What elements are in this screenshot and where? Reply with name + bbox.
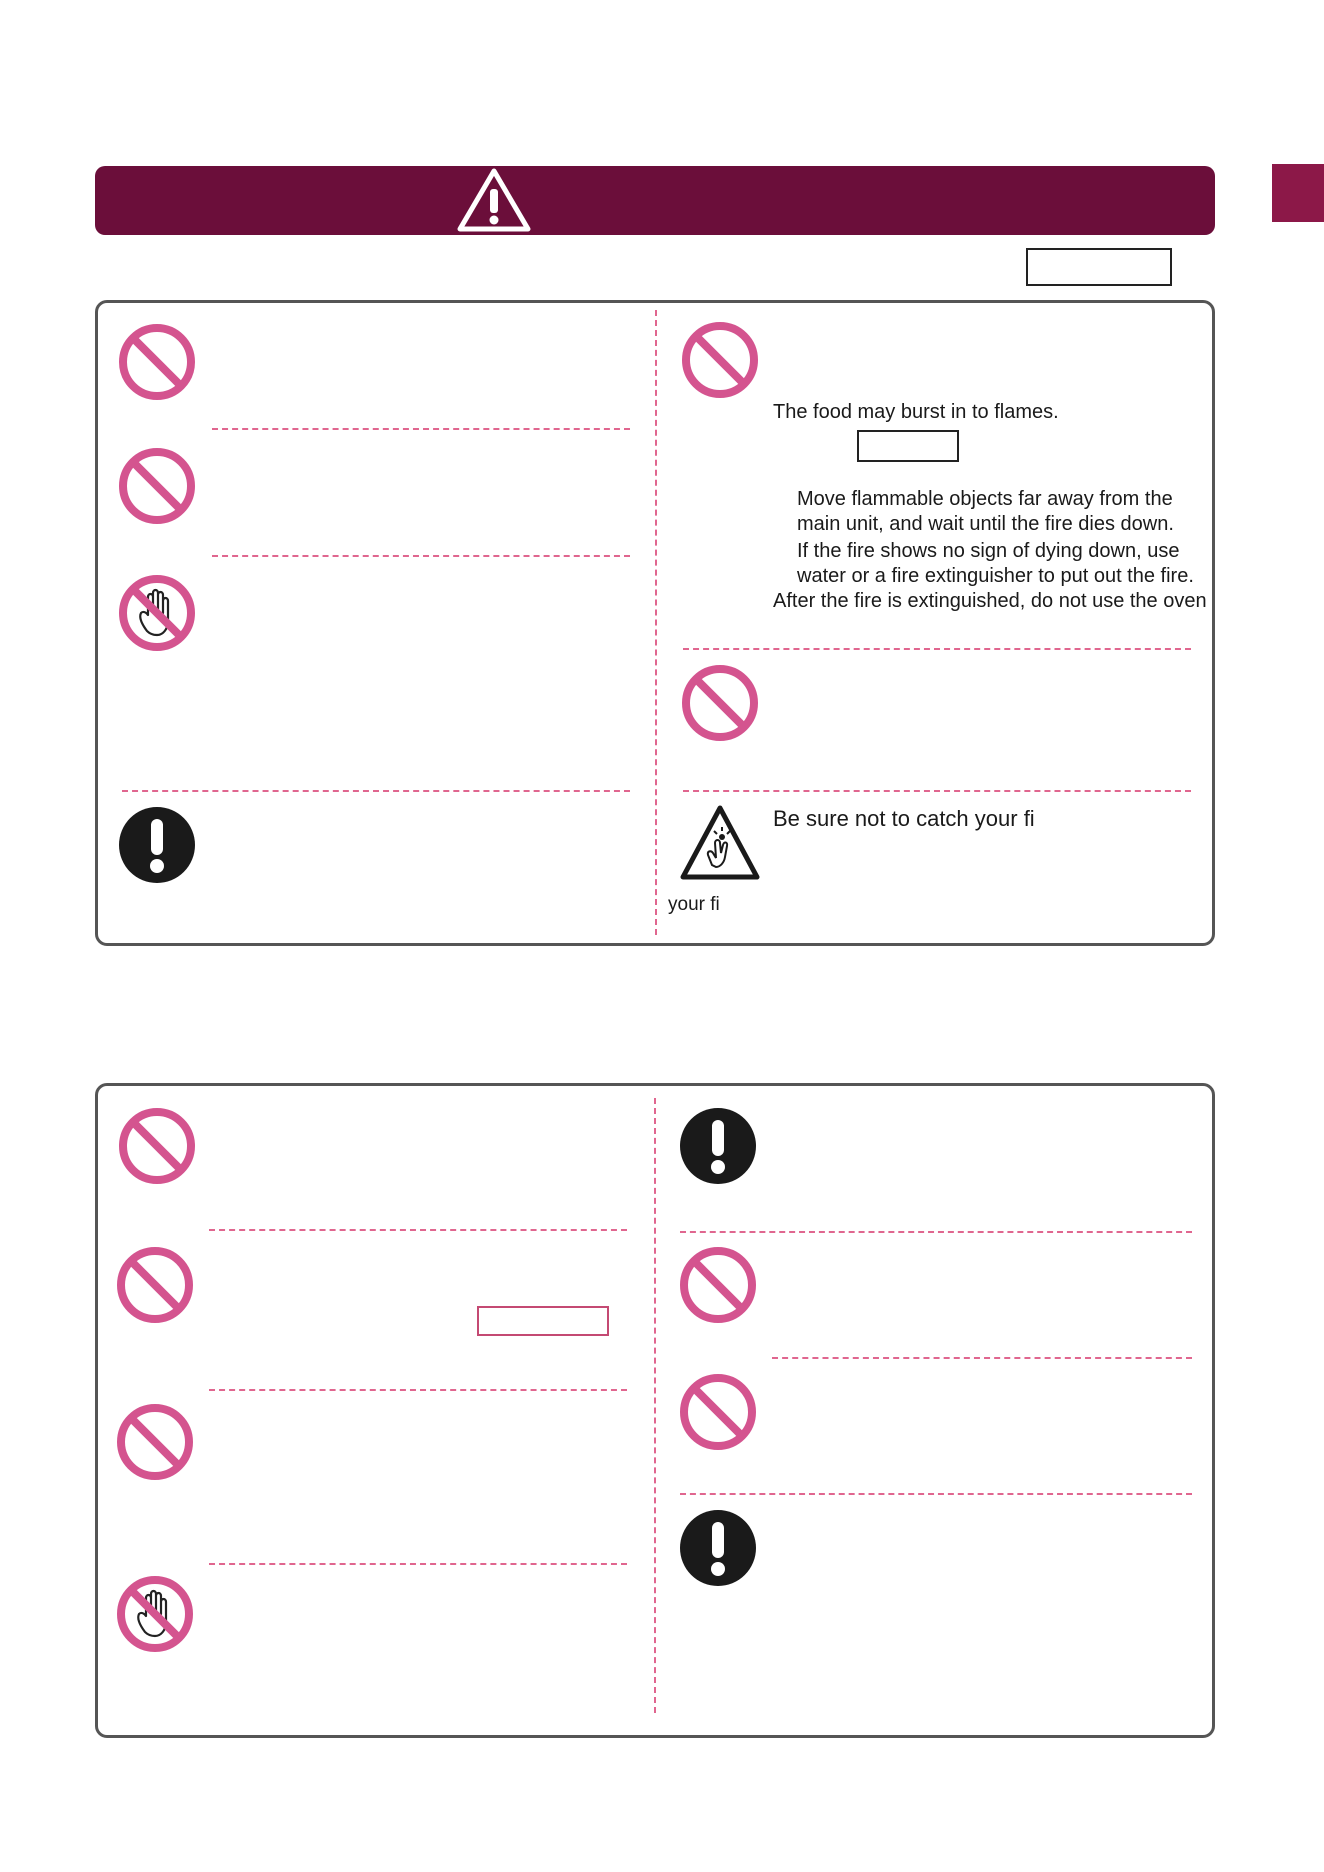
prohibition-circle-icon bbox=[117, 322, 197, 402]
fire-note-line: main unit, and wait until the fire dies down. bbox=[797, 513, 1174, 535]
no-touch-hand-icon bbox=[115, 1574, 195, 1654]
separator bbox=[212, 555, 630, 557]
separator bbox=[680, 1493, 1192, 1495]
prohibition-circle-icon bbox=[117, 1106, 197, 1186]
separator bbox=[212, 428, 630, 430]
fire-note-line: Move flammable objects far away from the bbox=[797, 488, 1173, 510]
separator bbox=[209, 1563, 627, 1565]
panel1-divider bbox=[655, 310, 657, 935]
exclamation-mandatory-icon bbox=[117, 805, 197, 885]
separator bbox=[683, 648, 1191, 650]
prohibition-circle-icon bbox=[115, 1245, 195, 1325]
prohibition-circle-icon bbox=[680, 320, 760, 400]
reference-box bbox=[857, 430, 959, 462]
separator bbox=[683, 790, 1191, 792]
prohibition-circle-icon bbox=[117, 446, 197, 526]
fire-note-line: The food may burst in to flames. bbox=[773, 401, 1059, 423]
caution-headline: Be sure not to catch your fi bbox=[773, 806, 1035, 831]
prohibition-circle-icon bbox=[115, 1402, 195, 1482]
reference-box bbox=[477, 1306, 609, 1336]
reference-box bbox=[1026, 248, 1172, 286]
separator bbox=[680, 1231, 1192, 1233]
fire-note-line: After the fire is extinguished, do not use the oven bbox=[773, 590, 1207, 612]
warning-triangle-icon bbox=[456, 167, 532, 233]
panel2-divider bbox=[654, 1098, 656, 1713]
exclamation-mandatory-icon bbox=[678, 1106, 758, 1186]
no-touch-hand-icon bbox=[117, 573, 197, 653]
exclamation-mandatory-icon bbox=[678, 1508, 758, 1588]
caution-footer: your fi bbox=[668, 894, 720, 915]
fire-note-line: water or a fire extinguisher to put out the fire. bbox=[797, 565, 1194, 587]
prohibition-circle-icon bbox=[678, 1245, 758, 1325]
separator bbox=[122, 790, 630, 792]
separator bbox=[772, 1357, 1192, 1359]
side-chapter-tab bbox=[1272, 164, 1324, 222]
separator bbox=[209, 1229, 627, 1231]
prohibition-circle-icon bbox=[678, 1372, 758, 1452]
finger-pinch-caution-icon bbox=[680, 803, 760, 883]
separator bbox=[209, 1389, 627, 1391]
warning-banner bbox=[95, 166, 1215, 235]
prohibition-circle-icon bbox=[680, 663, 760, 743]
fire-note-line: If the fire shows no sign of dying down, use bbox=[797, 540, 1180, 562]
